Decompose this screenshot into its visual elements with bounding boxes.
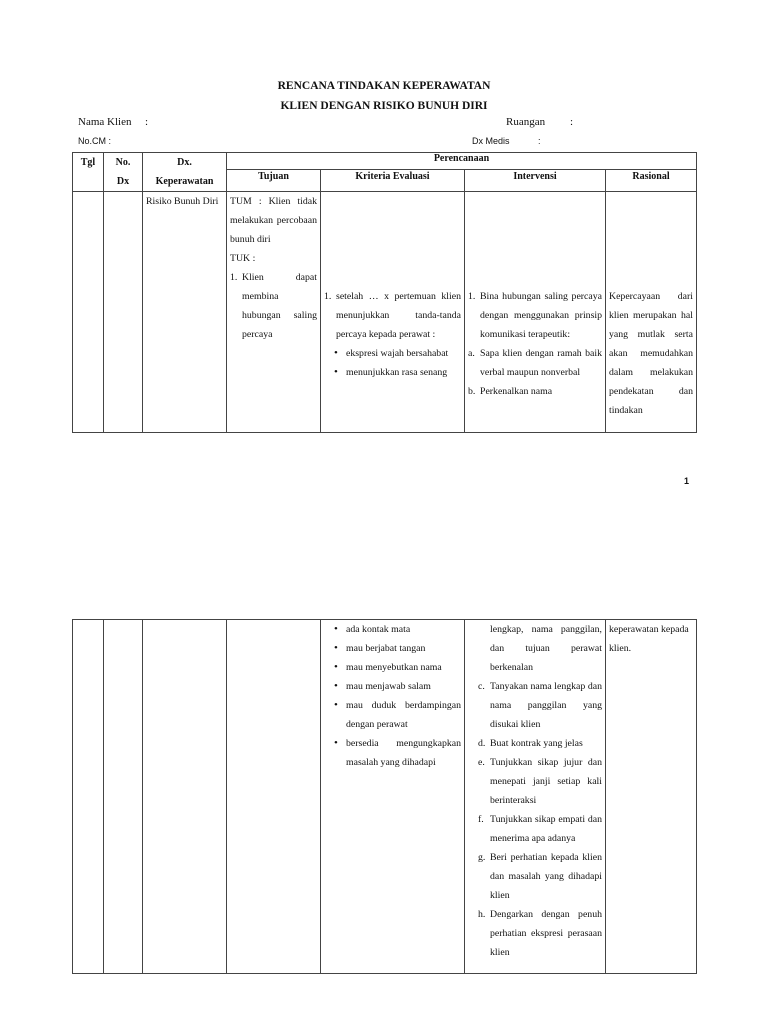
kriteria-intro-text: setelah … x pertemuan klien menunjukkan tanda-tanda percaya kepada perawat : bbox=[336, 291, 461, 340]
intervensi-subitem-d bbox=[478, 734, 602, 753]
subitem-mark: c. bbox=[478, 681, 485, 692]
bullet-icon bbox=[334, 658, 338, 677]
header-dxkep-line2: Keperawatan bbox=[155, 176, 214, 187]
kriteria-bullet-text: mau menjawab salam bbox=[346, 681, 431, 692]
tujuan-item-number: 1. bbox=[230, 272, 238, 283]
kriteria-bullet bbox=[334, 734, 461, 772]
cell-no-dx-2 bbox=[104, 620, 143, 974]
kriteria-bullet-text: ekspresi wajah bersahabat bbox=[346, 348, 449, 359]
care-plan-table-page1 bbox=[72, 152, 697, 433]
tujuan-item-text: Klien dapat membina hubungan saling percaya bbox=[242, 272, 317, 340]
cell-kriteria-2 bbox=[321, 620, 465, 974]
header-dx: Dx bbox=[116, 176, 130, 187]
header-tgl: Tgl bbox=[73, 153, 104, 192]
subitem-mark: g. bbox=[478, 852, 486, 863]
header-kriteria: Kriteria Evaluasi bbox=[321, 170, 465, 192]
dx-medis-sep: : bbox=[538, 136, 541, 146]
kriteria-item bbox=[324, 287, 461, 344]
cell-tujuan-2 bbox=[227, 620, 321, 974]
header-no: No. bbox=[115, 157, 131, 168]
bullet-icon bbox=[334, 734, 338, 753]
intervensi-subitem-e bbox=[478, 753, 602, 810]
kriteria-bullet-text: mau berjabat tangan bbox=[346, 643, 426, 654]
bullet-icon bbox=[334, 363, 338, 382]
cell-tujuan bbox=[227, 192, 321, 433]
bullet-icon bbox=[334, 344, 338, 363]
subitem-mark: b. bbox=[468, 386, 476, 397]
cell-intervensi-2 bbox=[465, 620, 606, 974]
intervensi-continued: lengkap, nama panggilan, dan tujuan perawat berkenalan bbox=[490, 624, 602, 673]
intervensi-subitem-a bbox=[468, 344, 602, 382]
document-title: RENCANA TINDAKAN KEPERAWATAN bbox=[277, 80, 491, 92]
kriteria-bullets-2 bbox=[334, 620, 461, 772]
page-number: 1 bbox=[684, 476, 690, 486]
header-dxkep-line1: Dx. bbox=[177, 157, 192, 168]
kriteria-bullet-2 bbox=[334, 363, 461, 382]
subitem-text: Tunjukkan sikap empati dan menerima apa adanya bbox=[490, 814, 602, 844]
header-tujuan: Tujuan bbox=[227, 170, 321, 192]
intervensi-item bbox=[468, 287, 602, 344]
kriteria-bullet bbox=[334, 639, 461, 658]
kriteria-bullet-text: ada kontak mata bbox=[346, 624, 411, 635]
nama-klien-label: Nama Klien bbox=[78, 116, 132, 128]
intervensi-subitems-2 bbox=[478, 677, 602, 962]
subitem-text: Perkenalkan nama bbox=[480, 386, 553, 397]
ruangan-label: Ruangan bbox=[506, 116, 546, 128]
subitem-mark: e. bbox=[478, 757, 485, 768]
kriteria-bullet bbox=[334, 696, 461, 734]
intervensi-list bbox=[468, 287, 602, 344]
intervensi-subitem-b bbox=[468, 382, 602, 401]
header-no-dx bbox=[104, 153, 143, 192]
subitem-text: Tanyakan nama lengkap dan nama panggilan yang disukai klien bbox=[490, 681, 602, 730]
bullet-icon bbox=[334, 620, 338, 639]
kriteria-bullet bbox=[334, 677, 461, 696]
subitem-text: Sapa klien dengan ramah baik verbal maupun nonverbal bbox=[480, 348, 602, 378]
subitem-mark: a. bbox=[468, 348, 475, 359]
subitem-mark: d. bbox=[478, 738, 486, 749]
kriteria-bullet bbox=[334, 658, 461, 677]
bullet-icon bbox=[334, 696, 338, 715]
kriteria-item-number: 1. bbox=[324, 291, 332, 302]
subitem-text: Tunjukkan sikap jujur dan menepati janji setiap kali berinteraksi bbox=[490, 757, 602, 806]
kriteria-bullets bbox=[334, 344, 461, 382]
subitem-text: Buat kontrak yang jelas bbox=[490, 738, 583, 749]
kriteria-list bbox=[324, 287, 461, 344]
bullet-icon bbox=[334, 677, 338, 696]
subitem-mark: f. bbox=[478, 814, 484, 825]
care-plan-table-page2 bbox=[72, 619, 697, 974]
tujuan-tum: TUM : Klien tidak melakukan percobaan bunuh diri bbox=[230, 196, 317, 245]
header-rasional: Rasional bbox=[606, 170, 697, 192]
cell-rasional: Kepercayaan dari klien merupakan hal yang mutlak serta akan memudahkan dalam melakukan pendekatan dan tindakan bbox=[606, 192, 697, 433]
cell-dx-keperawatan: Risiko Bunuh Diri bbox=[143, 192, 227, 433]
bullet-icon bbox=[334, 639, 338, 658]
intervensi-subitem-c bbox=[478, 677, 602, 734]
intervensi-subitem-g bbox=[478, 848, 602, 905]
intervensi-subitem-h bbox=[478, 905, 602, 962]
cell-kriteria bbox=[321, 192, 465, 433]
no-cm-label: No.CM : bbox=[78, 136, 112, 146]
tujuan-list bbox=[230, 268, 317, 344]
cell-dx-keperawatan-2 bbox=[143, 620, 227, 974]
header-perencanaan: Perencanaan bbox=[227, 153, 697, 170]
cell-tgl-2 bbox=[73, 620, 104, 974]
ruangan-sep: : bbox=[570, 116, 574, 128]
kriteria-bullet-text: mau duduk berdampingan dengan perawat bbox=[346, 700, 461, 730]
kriteria-bullet-1 bbox=[334, 344, 461, 363]
subitem-text: Dengarkan dengan penuh perhatian ekspresi perasaan klien bbox=[490, 909, 602, 958]
dx-medis-label: Dx Medis bbox=[472, 136, 510, 146]
document-subtitle: KLIEN DENGAN RISIKO BUNUH DIRI bbox=[280, 100, 488, 112]
cell-rasional-2: keperawatan kepada klien. bbox=[606, 620, 697, 974]
tujuan-item bbox=[230, 268, 317, 344]
kriteria-bullet-text: mau menyebutkan nama bbox=[346, 662, 442, 673]
intervensi-subitem-f bbox=[478, 810, 602, 848]
kriteria-bullet bbox=[334, 620, 461, 639]
intervensi-intro-text: Bina hubungan saling percaya dengan menggunakan prinsip komunikasi terapeutik: bbox=[480, 291, 602, 340]
cell-tgl bbox=[73, 192, 104, 433]
tujuan-tuk: TUK : bbox=[230, 253, 256, 264]
header-dx-keperawatan bbox=[143, 153, 227, 192]
intervensi-item-number: 1. bbox=[468, 291, 476, 302]
subitem-mark: h. bbox=[478, 909, 486, 920]
kriteria-bullet-text: menunjukkan rasa senang bbox=[346, 367, 448, 378]
kriteria-bullet-text: bersedia mengungkapkan masalah yang dihadapi bbox=[346, 738, 461, 768]
cell-intervensi bbox=[465, 192, 606, 433]
subitem-text: Beri perhatian kepada klien dan masalah yang dihadapi klien bbox=[490, 852, 602, 901]
cell-no-dx bbox=[104, 192, 143, 433]
header-intervensi: Intervensi bbox=[465, 170, 606, 192]
intervensi-subitems bbox=[468, 344, 602, 401]
nama-klien-sep: : bbox=[145, 116, 149, 128]
